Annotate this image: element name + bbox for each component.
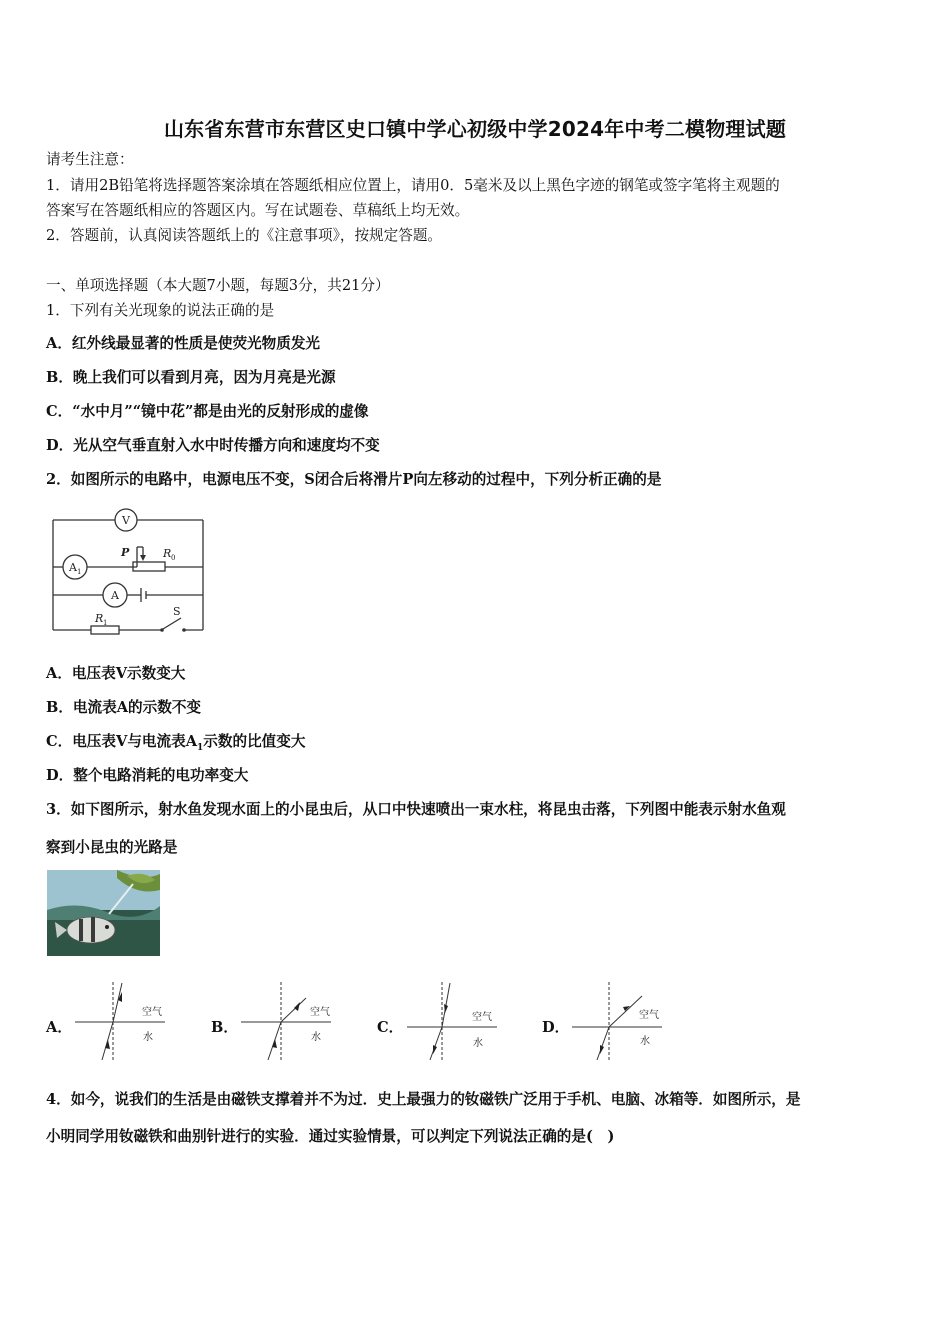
arrow-icon <box>433 1045 437 1054</box>
q2-option-c-post: 示数的比值变大 <box>203 733 306 750</box>
q1-option-d: D．光从空气垂直射入水中时传播方向和速度均不变 <box>46 437 380 454</box>
q4-stem-line2: 小明同学用钕磁铁和曲别针进行的实验．通过实验情景，可以判定下列说法正确的是( ) <box>46 1128 615 1145</box>
q2-option-b: B．电流表A的示数不变 <box>46 699 202 716</box>
ammeter-a1-sub: 1 <box>77 568 82 576</box>
notice-item1-line2: 答案写在答题纸相应的答题区内。写在试题卷、草稿纸上均无效。 <box>46 202 470 219</box>
ammeter-a1-label: A <box>69 561 77 574</box>
slider-p-label: P <box>121 546 130 559</box>
notice-item1-line1: 1．请用2B铅笔将选择题答案涂填在答题纸相应位置上，请用0．5毫米及以上黑色字迹的钢笔或签字笔将主观题的 <box>46 177 780 194</box>
r1-label: R <box>95 612 104 625</box>
q2-option-c <box>46 732 305 758</box>
q2-option-c-sub: 1 <box>197 742 204 753</box>
arrow-icon <box>105 1040 110 1049</box>
q3-diagram-b <box>236 980 336 1065</box>
q3-diagram-c-air: 空气 <box>472 1012 492 1023</box>
ammeter-a-label: A <box>111 589 119 602</box>
q1-option-a: A．红外线最显著的性质是使荧光物质发光 <box>46 335 321 352</box>
q3-stem-line1: 3．如下图所示，射水鱼发现水面上的小昆虫后，从口中快速喷出一束水柱，将昆虫击落，下列图中能表示射水鱼观 <box>46 801 786 818</box>
q3-diagram-b-air: 空气 <box>310 1007 330 1018</box>
q3-diagram-a-air: 空气 <box>142 1007 162 1018</box>
voltmeter-label: V <box>122 514 130 527</box>
q1-option-c: C．“水中月”“镜中花”都是由光的反射形成的虚像 <box>46 403 369 420</box>
section-heading: 一、单项选择题（本大题7小题，每题3分，共21分） <box>46 277 390 294</box>
arrow-icon <box>294 1002 300 1011</box>
q2-option-c-pre: C．电压表V与电流表A <box>46 733 198 750</box>
notice-item2: 2．答题前，认真阅读答题纸上的《注意事项》，按规定答题。 <box>46 227 443 244</box>
q3-diagram-a <box>70 980 170 1065</box>
r0-sub: 0 <box>171 554 176 562</box>
arrow-icon <box>600 1045 604 1054</box>
q3-diagram-c-letter: C． <box>377 1019 404 1036</box>
r1-sub: 1 <box>103 619 108 627</box>
q3-diagram-d-water: 水 <box>640 1036 650 1047</box>
q3-stem-line2: 察到小昆虫的光路是 <box>46 839 178 856</box>
q2-stem: 2．如图所示的电路中，电源电压不变，S闭合后将滑片P向左移动的过程中，下列分析正确的是 <box>46 471 662 488</box>
q3-diagram-b-water: 水 <box>311 1032 321 1043</box>
q3-diagram-b-letter: B． <box>211 1019 238 1036</box>
slider-arrow-icon <box>140 555 146 561</box>
q1-option-b: B．晚上我们可以看到月亮，因为月亮是光源 <box>46 369 336 386</box>
switch-s-label: S <box>173 605 181 618</box>
q1-stem: 1．下列有关光现象的说法正确的是 <box>46 302 275 319</box>
arrow-icon <box>272 1039 277 1048</box>
q2-option-a: A．电压表V示数变大 <box>46 665 186 682</box>
notice-heading: 请考生注意： <box>46 151 134 168</box>
q3-diagram-a-water: 水 <box>143 1032 153 1043</box>
q3-diagram-c-water: 水 <box>473 1038 483 1049</box>
r0-label: R <box>163 547 172 560</box>
circuit-diagram <box>45 505 210 635</box>
q3-diagram-d <box>567 980 667 1065</box>
q3-diagram-c <box>402 980 502 1065</box>
archer-fish-photo <box>47 870 160 956</box>
q3-diagram-d-letter: D． <box>542 1019 570 1036</box>
q3-diagram-a-letter: A． <box>46 1019 72 1036</box>
q4-stem-line1: 4．如今，说我们的生活是由磁铁支撑着并不为过．史上最强力的钕磁铁广泛用于手机、电脑、冰箱等．如图所示，是 <box>46 1091 801 1108</box>
q2-option-d: D．整个电路消耗的电功率变大 <box>46 767 249 784</box>
q3-diagram-d-air: 空气 <box>639 1010 659 1021</box>
exam-title: 山东省东营市东营区史口镇中学心初级中学2024年中考二模物理试题 <box>163 117 787 141</box>
